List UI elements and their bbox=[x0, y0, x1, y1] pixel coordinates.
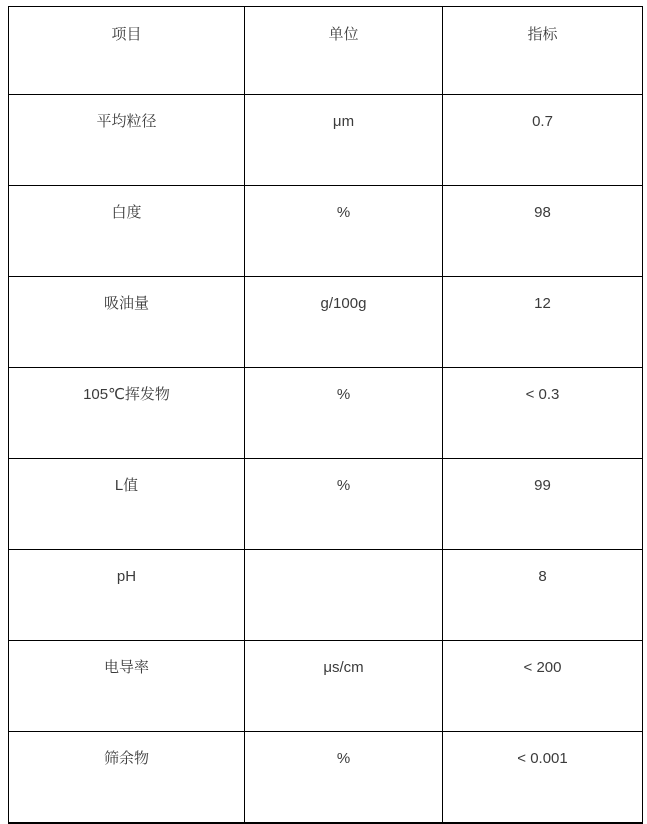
cell-item: pH bbox=[9, 550, 245, 641]
cell-item: 吸油量 bbox=[9, 277, 245, 368]
table-row bbox=[9, 641, 643, 732]
cell-unit: μs/cm bbox=[245, 641, 443, 732]
product-spec-table bbox=[8, 6, 643, 824]
cell-item: L值 bbox=[9, 459, 245, 550]
header-row bbox=[9, 7, 643, 95]
table-row bbox=[9, 732, 643, 824]
cell-unit: μm bbox=[245, 95, 443, 186]
cell-unit: % bbox=[245, 368, 443, 459]
table-row bbox=[9, 95, 643, 186]
table-row bbox=[9, 459, 643, 550]
cell-unit: % bbox=[245, 186, 443, 277]
cell-unit: g/100g bbox=[245, 277, 443, 368]
cell-spec: 99 bbox=[443, 459, 643, 550]
table-row bbox=[9, 368, 643, 459]
table-row bbox=[9, 550, 643, 641]
header-cell-spec: 指标 bbox=[443, 7, 643, 95]
cell-item: 电导率 bbox=[9, 641, 245, 732]
cell-unit: % bbox=[245, 732, 443, 824]
cell-item: 筛余物 bbox=[9, 732, 245, 824]
cell-item: 105℃挥发物 bbox=[9, 368, 245, 459]
table-row bbox=[9, 186, 643, 277]
cell-spec: 8 bbox=[443, 550, 643, 641]
header-cell-unit: 单位 bbox=[245, 7, 443, 95]
table-row bbox=[9, 277, 643, 368]
cell-unit: % bbox=[245, 459, 443, 550]
cell-spec: < 200 bbox=[443, 641, 643, 732]
cell-item: 白度 bbox=[9, 186, 245, 277]
cell-spec: 0.7 bbox=[443, 95, 643, 186]
cell-unit bbox=[245, 550, 443, 641]
cell-spec: < 0.001 bbox=[443, 732, 643, 824]
cell-spec: 12 bbox=[443, 277, 643, 368]
table-body bbox=[9, 95, 643, 824]
header-cell-item: 项目 bbox=[9, 7, 245, 95]
cell-item: 平均粒径 bbox=[9, 95, 245, 186]
cell-spec: 98 bbox=[443, 186, 643, 277]
cell-spec: < 0.3 bbox=[443, 368, 643, 459]
